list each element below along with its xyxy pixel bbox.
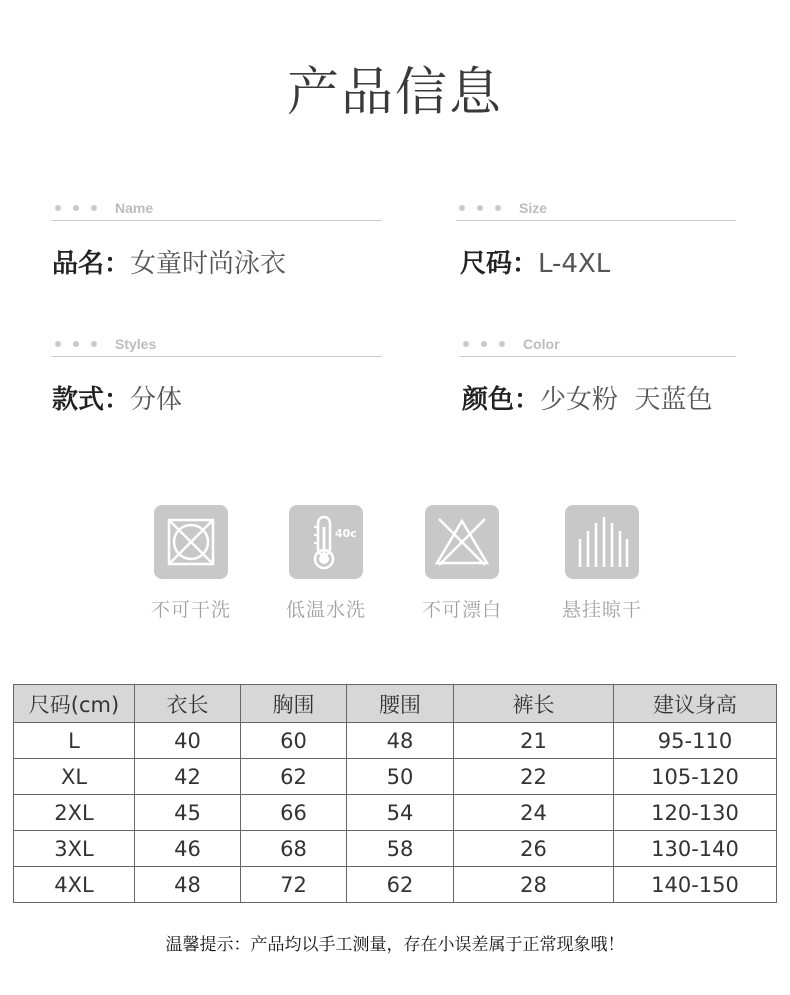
low-temp-wash-icon <box>289 505 363 579</box>
field-value-name: 女童时尚泳衣 <box>130 249 287 279</box>
care-item-low-temp-wash <box>266 505 386 622</box>
table-cell: 68 <box>241 831 347 867</box>
table-cell: 24 <box>454 795 614 831</box>
hang-dry-icon <box>565 505 639 579</box>
table-cell: 105-120 <box>614 759 777 795</box>
table-cell: 95-110 <box>614 723 777 759</box>
dots-decoration <box>459 205 501 211</box>
table-cell: 2XL <box>14 795 135 831</box>
field-header-color: Color <box>523 336 560 352</box>
table-row <box>14 723 777 759</box>
table-cell: 60 <box>241 723 347 759</box>
table-cell: 45 <box>135 795 241 831</box>
table-row <box>14 831 777 867</box>
table-cell: 21 <box>454 723 614 759</box>
table-cell: 4XL <box>14 867 135 903</box>
dots-decoration <box>55 341 97 347</box>
care-label: 不可漂白 <box>421 599 502 621</box>
table-header-row <box>14 685 777 723</box>
table-cell: 3XL <box>14 831 135 867</box>
table-cell: 120-130 <box>614 795 777 831</box>
dots-decoration <box>55 205 97 211</box>
care-label: 不可干洗 <box>150 599 231 621</box>
dots-decoration <box>463 341 505 347</box>
icon-temperature-text: 40c <box>335 527 357 540</box>
table-cell: L <box>14 723 135 759</box>
table-cell: 58 <box>347 831 454 867</box>
table-row <box>14 759 777 795</box>
table-row <box>14 795 777 831</box>
table-cell: 46 <box>135 831 241 867</box>
table-cell: 26 <box>454 831 614 867</box>
table-cell: 22 <box>454 759 614 795</box>
table-row <box>14 867 777 903</box>
care-item-no-bleach <box>402 505 522 622</box>
table-cell: 48 <box>135 867 241 903</box>
field-header-size: Size <box>519 200 548 216</box>
divider <box>52 220 382 221</box>
field-header-styles: Styles <box>115 336 157 352</box>
column-header: 胸围 <box>241 685 347 723</box>
table-cell: 66 <box>241 795 347 831</box>
field-value-size: L-4XL <box>538 249 611 279</box>
table-cell: 40 <box>135 723 241 759</box>
column-header: 尺码(cm) <box>14 685 135 723</box>
field-label-styles: 款式： <box>52 385 131 415</box>
divider <box>52 356 382 357</box>
field-label-color: 颜色： <box>462 385 541 415</box>
column-header: 建议身高 <box>614 685 777 723</box>
table-cell: 54 <box>347 795 454 831</box>
care-item-no-tumble-dry <box>131 505 251 622</box>
divider <box>456 220 736 221</box>
no-tumble-dry-icon <box>154 505 228 579</box>
size-table <box>13 684 777 903</box>
table-cell: 62 <box>241 759 347 795</box>
table-cell: 130-140 <box>614 831 777 867</box>
column-header: 衣长 <box>135 685 241 723</box>
table-cell: 50 <box>347 759 454 795</box>
column-header: 腰围 <box>347 685 454 723</box>
care-label: 悬挂晾干 <box>561 599 642 621</box>
field-value-styles: 分体 <box>130 385 183 415</box>
table-cell: 140-150 <box>614 867 777 903</box>
column-header: 裤长 <box>454 685 614 723</box>
field-label-name: 品名： <box>52 249 131 279</box>
page-title: 产品信息 <box>286 63 503 123</box>
divider <box>460 356 736 357</box>
field-header-name: Name <box>115 200 154 216</box>
table-cell: 28 <box>454 867 614 903</box>
care-item-hang-dry <box>542 505 662 622</box>
table-cell: XL <box>14 759 135 795</box>
table-cell: 72 <box>241 867 347 903</box>
care-label: 低温水洗 <box>285 599 366 621</box>
field-label-size: 尺码： <box>460 249 539 279</box>
table-cell: 42 <box>135 759 241 795</box>
table-cell: 62 <box>347 867 454 903</box>
no-bleach-icon <box>425 505 499 579</box>
measurement-note: 温馨提示：产品均以手工测量，存在小误差属于正常现象哦！ <box>165 935 625 955</box>
field-value-color: 少女粉 天蓝色 <box>540 385 713 415</box>
table-cell: 48 <box>347 723 454 759</box>
